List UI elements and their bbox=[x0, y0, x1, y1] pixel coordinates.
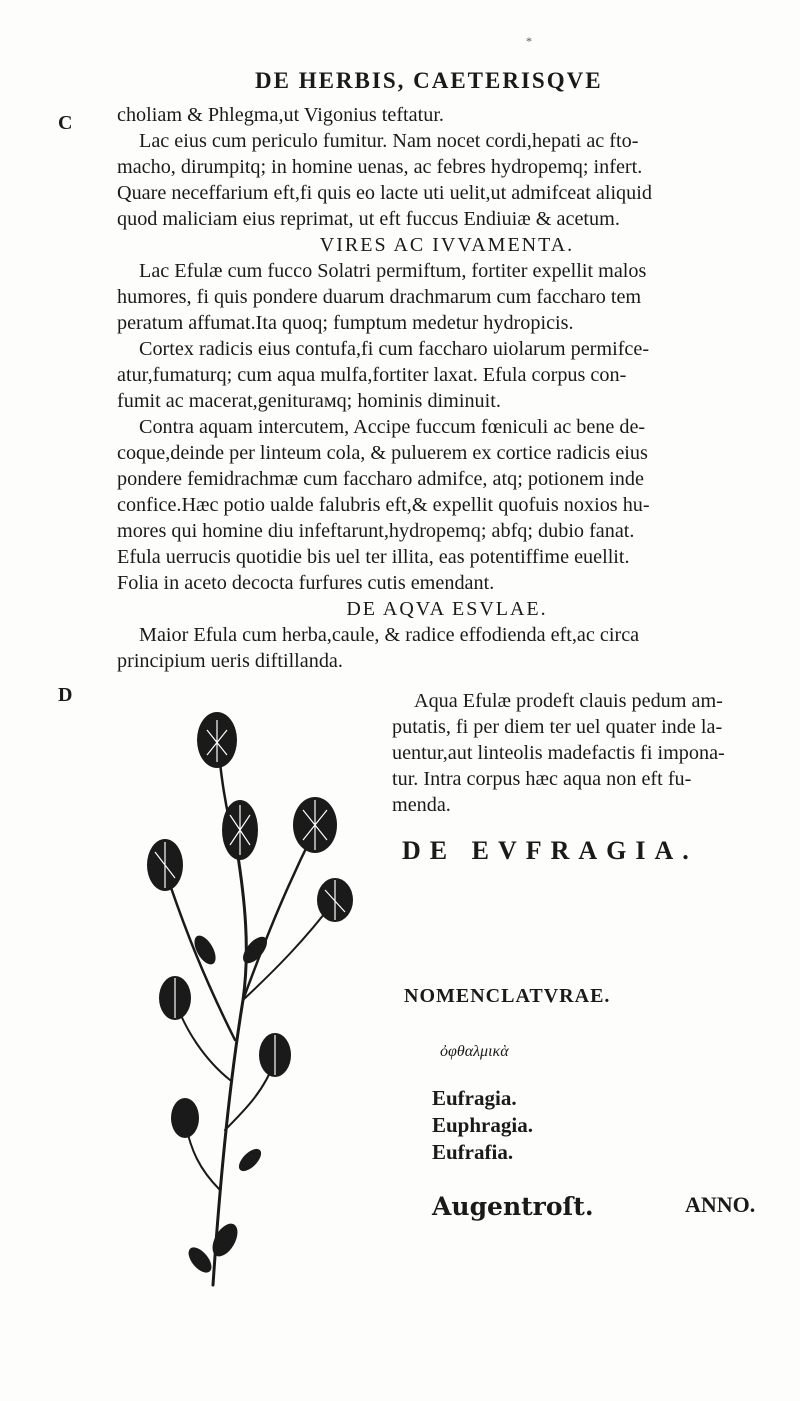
signature-mark: * bbox=[526, 34, 532, 48]
text-line: confice.Hæc potio ualde falubris eft,& expellit quofuis noxios hu- bbox=[117, 494, 650, 516]
text-line: atur,fumaturq; cum aqua mulfa,fortiter laxat. Efula corpus con- bbox=[117, 364, 627, 386]
text-line: pondere femidrachmæ cum faccharo admifce, atq; potionem inde bbox=[117, 468, 644, 490]
running-head: DE HERBIS, CAETERISQVE bbox=[255, 68, 603, 93]
text-line: Lac Efulæ cum fucco Solatri permiftum, fortiter expellit malos bbox=[139, 260, 647, 282]
section-title: DE EVFRAGIA. bbox=[402, 836, 698, 865]
text-line: tur. Intra corpus hæc aqua non eft fu- bbox=[392, 768, 692, 790]
text-line: choliam & Phlegma,ut Vigonius teftatur. bbox=[117, 104, 444, 126]
text-line: Cortex radicis eius contufa,fi cum faccharo uiolarum permifce- bbox=[139, 338, 650, 360]
wrap-text bbox=[392, 688, 782, 818]
latin-name: Eufragia. bbox=[432, 1086, 517, 1110]
catchword: ANNO. bbox=[685, 1192, 756, 1217]
margin-letter-d: D bbox=[58, 684, 73, 706]
text-line: principium ueris diftillanda. bbox=[117, 650, 343, 672]
section-heading: VIRES AC IVVAMENTA. bbox=[319, 234, 575, 256]
text-line: Contra aquam intercutem, Accipe fuccum fœniculi ac bene de- bbox=[139, 416, 646, 438]
nomenclature-heading: NOMENCLATVRAE. bbox=[404, 985, 611, 1007]
section-heading: DE AQVA ESVLAE. bbox=[346, 598, 548, 620]
eufragia-woodcut-illustration bbox=[125, 700, 385, 1290]
text-line: Quare neceffarium eft,fi quis eo lacte uti uelit,ut admifceat aliquid bbox=[117, 182, 652, 204]
text-line: coque,deinde per linteum cola, & puluerem ex cortice radicis eius bbox=[117, 442, 648, 464]
text-line: macho, dirumpitq; in homine uenas, ac febres hydropemq; infert. bbox=[117, 156, 643, 178]
text-line: fumit ac macerat,geniturамq; hominis diminuit. bbox=[117, 390, 501, 412]
german-name: Augentroſt. bbox=[432, 1192, 594, 1221]
text-line: Lac eius cum periculo fumitur. Nam nocet cordi,hepati ac fto- bbox=[139, 130, 639, 152]
text-line: Aqua Efulæ prodeft clauis pedum am- bbox=[414, 690, 723, 712]
text-line: peratum affumat.Ita quoq; fumptum medetur hydropicis. bbox=[117, 312, 574, 334]
greek-name: ὀφθαλμικὰ bbox=[440, 1043, 509, 1060]
margin-letter-c: C bbox=[58, 112, 73, 134]
text-line: putatis, fi per diem ter uel quater inde la- bbox=[392, 716, 723, 738]
latin-names-list bbox=[432, 1085, 533, 1166]
latin-name: Euphragia. bbox=[432, 1113, 533, 1137]
text-line: Folia in aceto decocta furfures cutis emendant. bbox=[117, 572, 495, 594]
text-line: Efula uerrucis quotidie bis uel ter illita, eas potentiffime euellit. bbox=[117, 546, 630, 568]
text-line: menda. bbox=[392, 794, 451, 816]
text-line: quod maliciam eius reprimat, ut eft fuccus Endiuiæ & acetum. bbox=[117, 208, 620, 230]
latin-name: Eufrafia. bbox=[432, 1140, 514, 1164]
text-line: mores qui homine diu infeftarunt,hydropemq; abfq; dubio fanat. bbox=[117, 520, 635, 542]
text-line: Maior Efula cum herba,caule, & radice effodienda eft,ac circa bbox=[139, 624, 640, 646]
text-line: humores, fi quis pondere duarum drachmarum cum faccharo tem bbox=[117, 286, 642, 308]
text-line: uentur,aut linteolis madefactis fi impona- bbox=[392, 742, 725, 764]
body-text bbox=[117, 102, 777, 674]
